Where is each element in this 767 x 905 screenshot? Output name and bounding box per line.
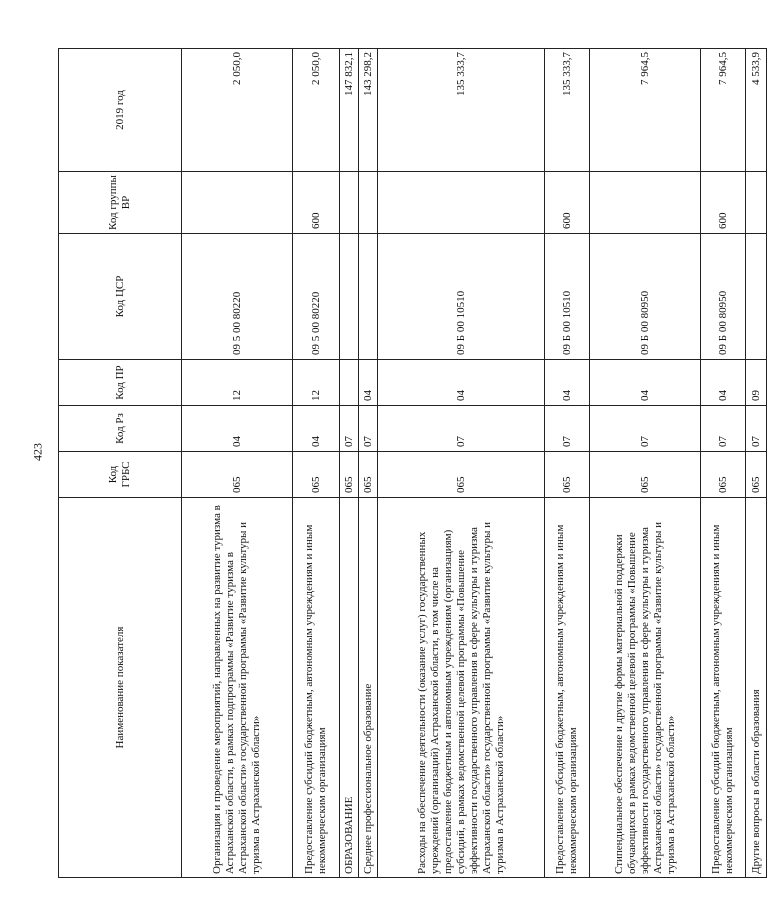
cell-rz: 07 (340, 406, 359, 452)
cell-grbs: 065 (590, 452, 701, 498)
cell-csr: 09 Б 00 80950 (701, 234, 746, 360)
rotated-page-content (58, 49, 762, 878)
cell-name: Предоставление субсидий бюджетным, автономным учреждениям и иным некоммерческим организациям (293, 498, 340, 878)
cell-vr (378, 172, 545, 234)
cell-grbs: 065 (340, 452, 359, 498)
cell-value: 135 333,7 (378, 49, 545, 172)
cell-value: 7 964,5 (701, 49, 746, 172)
cell-name: Предоставление субсидий бюджетным, автономным учреждениям и иным некоммерческим организациям (545, 498, 590, 878)
cell-rz: 07 (545, 406, 590, 452)
cell-csr: 09 5 00 80220 (182, 234, 293, 360)
cell-vr (182, 172, 293, 234)
table-row (359, 49, 378, 878)
cell-rz: 04 (182, 406, 293, 452)
cell-pr: 09 (746, 360, 767, 406)
table-row (746, 49, 767, 878)
cell-csr (746, 234, 767, 360)
cell-pr: 04 (701, 360, 746, 406)
table-header-row (59, 49, 182, 878)
cell-pr: 04 (359, 360, 378, 406)
cell-pr: 12 (182, 360, 293, 406)
header-grbs: Код ГРБС (59, 452, 182, 498)
page-number: 423 (30, 443, 45, 461)
cell-value: 4 533,9 (746, 49, 767, 172)
cell-csr (340, 234, 359, 360)
table-row (293, 49, 340, 878)
cell-name: ОБРАЗОВАНИЕ (340, 498, 359, 878)
cell-rz: 07 (701, 406, 746, 452)
cell-rz: 07 (359, 406, 378, 452)
budget-table (58, 48, 767, 878)
cell-value: 7 964,5 (590, 49, 701, 172)
table-row (340, 49, 359, 878)
header-csr: Код ЦСР (59, 234, 182, 360)
header-name: Наименование показателя (59, 498, 182, 878)
cell-rz: 07 (378, 406, 545, 452)
table-row (590, 49, 701, 878)
cell-value: 2 050,0 (182, 49, 293, 172)
cell-rz: 07 (746, 406, 767, 452)
cell-vr (746, 172, 767, 234)
cell-vr: 600 (293, 172, 340, 234)
cell-vr (590, 172, 701, 234)
cell-pr (340, 360, 359, 406)
cell-csr: 09 5 00 80220 (293, 234, 340, 360)
cell-vr (340, 172, 359, 234)
cell-name: Расходы на обеспечение деятельности (оказание услуг) государственных учреждений (организаций) Астраханской области, в том числе на предоставление бюджетным и автономным учреждениям (организациям) субсидий, в рамках ведомственной целевой программы «Повышение эффективности государственного управления в сфере культуры и туризма Астраханской области» государственной программы «Развитие культуры и туризма в Астраханской области» (378, 498, 545, 878)
cell-value: 135 333,7 (545, 49, 590, 172)
cell-rz: 07 (590, 406, 701, 452)
cell-value: 147 832,1 (340, 49, 359, 172)
cell-grbs: 065 (378, 452, 545, 498)
header-rz: Код Рз (59, 406, 182, 452)
cell-grbs: 065 (545, 452, 590, 498)
cell-value: 143 298,2 (359, 49, 378, 172)
cell-grbs: 065 (701, 452, 746, 498)
cell-value: 2 050,0 (293, 49, 340, 172)
cell-name: Среднее профессиональное образование (359, 498, 378, 878)
cell-vr: 600 (545, 172, 590, 234)
table-row (545, 49, 590, 878)
cell-csr: 09 Б 00 80950 (590, 234, 701, 360)
cell-grbs: 065 (746, 452, 767, 498)
cell-grbs: 065 (293, 452, 340, 498)
cell-pr: 12 (293, 360, 340, 406)
cell-pr: 04 (590, 360, 701, 406)
table-row (378, 49, 545, 878)
cell-name: Другие вопросы в области образования (746, 498, 767, 878)
table-row (182, 49, 293, 878)
cell-pr: 04 (378, 360, 545, 406)
cell-csr: 09 Б 00 10510 (545, 234, 590, 360)
cell-vr: 600 (701, 172, 746, 234)
cell-grbs: 065 (182, 452, 293, 498)
cell-name: Организация и проведение мероприятий, направленных на развитие туризма в Астраханской области, в рамках подпрограммы «Развитие туризма в Астраханской области» государственной программы «Развитие культуры и туризма в Астраханской области» (182, 498, 293, 878)
header-vr: Код группы ВР (59, 172, 182, 234)
header-year: 2019 год (59, 49, 182, 172)
cell-pr: 04 (545, 360, 590, 406)
cell-rz: 04 (293, 406, 340, 452)
cell-csr: 09 Б 00 10510 (378, 234, 545, 360)
table-row (701, 49, 746, 878)
cell-grbs: 065 (359, 452, 378, 498)
cell-vr (359, 172, 378, 234)
cell-name: Стипендиальное обеспечение и другие формы материальной поддержки обучающихся в рамках ведомственной целевой программы «Повышение эффективности государственного управления в сфере культуры и туризма Астраханской области» государственной программы «Развитие культуры и туризма в Астраханской области» (590, 498, 701, 878)
cell-name: Предоставление субсидий бюджетным, автономным учреждениям и иным некоммерческим организациям (701, 498, 746, 878)
cell-csr (359, 234, 378, 360)
header-pr: Код ПР (59, 360, 182, 406)
